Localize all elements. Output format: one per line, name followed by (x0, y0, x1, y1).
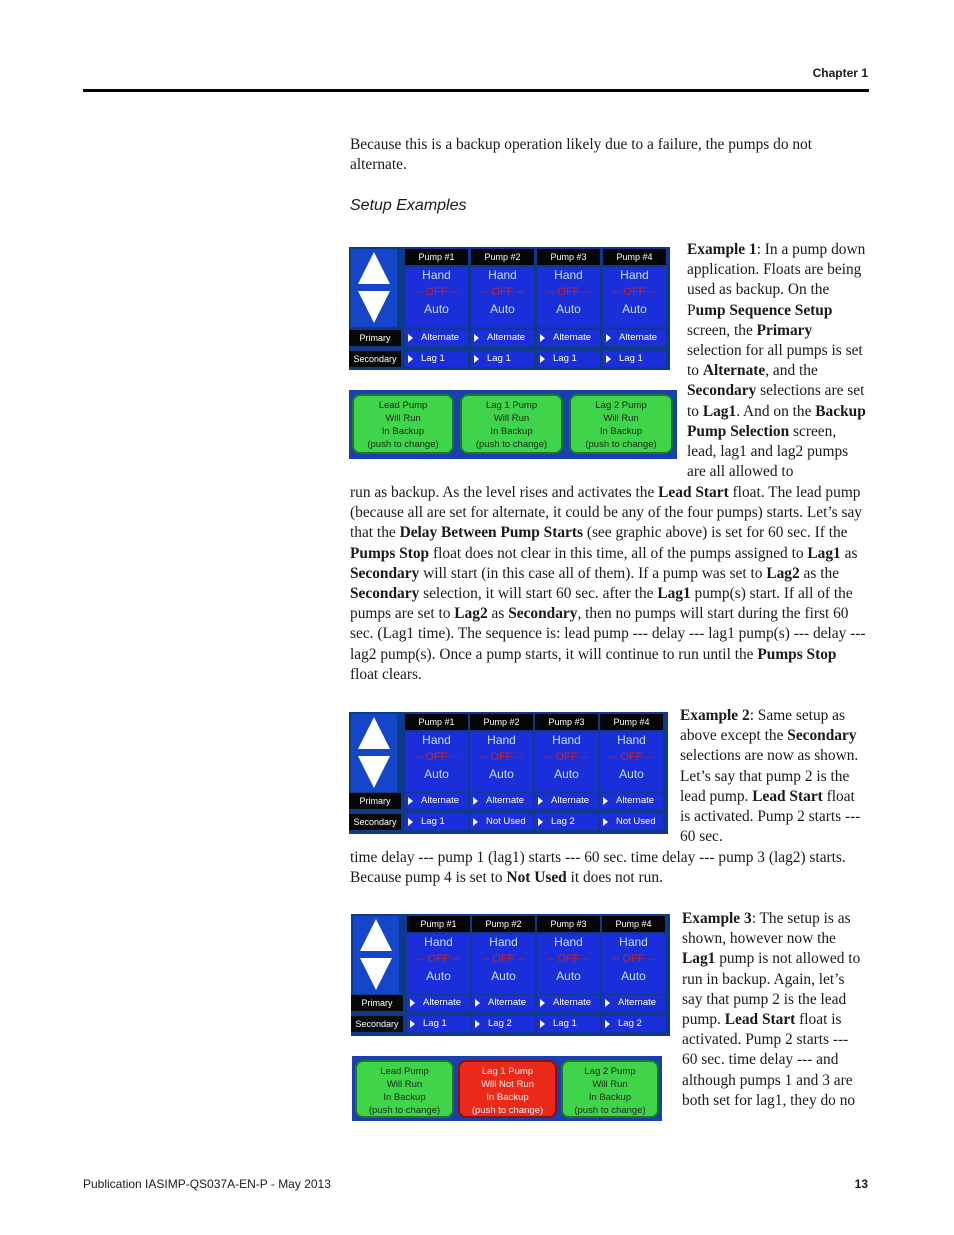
off-mode: -- OFF -- (482, 953, 525, 965)
lag2-pump-backup-button[interactable]: Lag 2 Pump Will Run In Backup (push to change) (569, 394, 673, 454)
hand-mode: Hand (487, 733, 516, 747)
pump-3-column[interactable] (537, 249, 600, 327)
pump-mode-selector[interactable] (405, 732, 468, 792)
off-mode: -- OFF -- (415, 751, 458, 763)
select-arrow-icon (408, 355, 413, 363)
auto-mode: Auto (619, 767, 644, 781)
example2-text-side: Example 2: Same setup as above except the Secondary selections are now as shown. Let’s say that pump 2 is the lead pump. Lead Start float is activated. Pump 2 starts --- 60 sec. (680, 707, 861, 846)
pump-title: Pump #1 (405, 249, 468, 265)
off-mode: -- OFF -- (610, 751, 653, 763)
off-mode: -- OFF -- (415, 286, 458, 298)
auto-mode: Auto (489, 767, 514, 781)
example2-pump-panel (349, 712, 668, 834)
select-arrow-icon (540, 355, 545, 363)
select-arrow-icon (474, 355, 479, 363)
auto-mode: Auto (554, 767, 579, 781)
auto-mode: Auto (490, 302, 515, 316)
page-number: 13 (854, 1177, 868, 1191)
example1-text-body: run as backup. As the level rises and activates the Lead Start float. The lead pump (because all are set for alternate, it could be any of the four pumps) starts. Let’s say that the Delay Between Pump Starts (see graphic above) is set for 60 sec. If the Pumps Stop float does not clear in this time, all of the pumps assigned to Lag1 as Secondary will start (in this case all of them). If a pump was set to Lag2 as the Secondary selection, it will start 60 sec. after the Lag1 pump(s) start. If all of the pumps are set to Lag2 as Secondary, then no pumps will start during the first 60 sec. (Lag1 time). The sequence is: lead pump --- delay --- lag1 pump(s) --- delay --- lag2 pump(s). Once a pump starts, it will continue to run until the Pumps Stop float clears. (350, 484, 866, 683)
hand-mode: Hand (617, 733, 646, 747)
auto-mode: Auto (424, 767, 449, 781)
select-arrow-icon (606, 355, 611, 363)
hand-mode: Hand (552, 733, 581, 747)
select-arrow-icon (605, 1020, 610, 1028)
pump-title: Pump #4 (600, 714, 663, 730)
hand-mode: Hand (488, 268, 517, 282)
down-arrow-icon (358, 756, 390, 788)
pump-mode-selector[interactable] (602, 934, 665, 994)
pump-title: Pump #4 (603, 249, 666, 265)
secondary-pump-4[interactable]: Lag 2 (602, 1016, 665, 1032)
pump-1-column[interactable] (405, 249, 468, 327)
select-arrow-icon (473, 797, 478, 805)
secondary-row-label: Secondary (349, 814, 401, 830)
select-arrow-icon (605, 999, 610, 1007)
secondary-pump-2[interactable]: Lag 2 (472, 1016, 535, 1032)
off-mode: -- OFF -- (417, 953, 460, 965)
secondary-pump-4[interactable]: Not Used (600, 814, 663, 830)
select-arrow-icon (475, 999, 480, 1007)
hand-mode: Hand (424, 935, 453, 949)
lag2-pump-backup-button[interactable]: Lag 2 Pump Will Run In Backup (push to change) (561, 1060, 659, 1118)
pump-title: Pump #3 (535, 714, 598, 730)
down-arrow-icon (360, 958, 392, 990)
primary-row-label: Primary (349, 330, 401, 346)
publication-footer: Publication IASIMP-QS037A-EN-P - May 2013 (83, 1177, 331, 1191)
lag1-pump-backup-button[interactable]: Lag 1 Pump Will Run In Backup (push to change) (460, 394, 563, 454)
down-arrow-icon (358, 291, 390, 323)
off-mode: -- OFF -- (545, 751, 588, 763)
off-mode: -- OFF -- (613, 286, 656, 298)
primary-pump-1[interactable]: Alternate (405, 330, 468, 346)
secondary-row-label: Secondary (351, 1016, 403, 1032)
secondary-pump-1[interactable]: Lag 1 (405, 814, 468, 830)
primary-row-label: Primary (351, 995, 403, 1011)
off-mode: -- OFF -- (480, 751, 523, 763)
pump-title: Pump #1 (407, 916, 470, 932)
select-arrow-icon (603, 818, 608, 826)
primary-pump-1[interactable]: Alternate (407, 995, 470, 1011)
select-arrow-icon (540, 999, 545, 1007)
header-rule (83, 89, 869, 92)
pump-mode-selector[interactable] (537, 934, 600, 994)
hand-mode: Hand (422, 268, 451, 282)
secondary-row-label: Secondary (349, 351, 401, 367)
example1-text-side: Example 1: In a pump down application. Floats are being used as backup. On the Pump Sequence Setup screen, the Primary selection for all pumps is set to Alternate, and the Secondary selections are set to Lag1. And on the Backup Pump Selection screen, lead, lag1 and lag2 pumps are all allowed to (687, 241, 866, 481)
pump-title: Pump #2 (470, 714, 533, 730)
select-arrow-icon (408, 797, 413, 805)
example3-pump-panel (351, 914, 670, 1036)
pump-title: Pump #3 (537, 249, 600, 265)
pump-3-column[interactable] (535, 714, 598, 792)
chapter-label: Chapter 1 (812, 66, 868, 80)
hand-mode: Hand (422, 733, 451, 747)
pump-3-column[interactable] (537, 916, 600, 994)
auto-mode: Auto (556, 969, 581, 983)
pump-mode-selector[interactable] (470, 732, 533, 792)
auto-mode: Auto (556, 302, 581, 316)
off-mode: -- OFF -- (547, 286, 590, 298)
select-arrow-icon (540, 334, 545, 342)
primary-pump-2[interactable]: Alternate (472, 995, 535, 1011)
auto-mode: Auto (622, 302, 647, 316)
select-arrow-icon (473, 818, 478, 826)
pump-mode-selector[interactable] (537, 267, 600, 327)
lag1-pump-backup-button[interactable]: Lag 1 Pump Will Not Run In Backup (push to change) (458, 1060, 557, 1118)
select-arrow-icon (474, 334, 479, 342)
example2-text-body: time delay --- pump 1 (lag1) starts --- 60 sec. time delay --- pump 3 (lag2) starts. Because pump 4 is set to Not Used it does not run. (350, 849, 846, 887)
pump-mode-selector[interactable] (535, 732, 598, 792)
secondary-pump-2[interactable]: Not Used (470, 814, 533, 830)
auto-mode: Auto (426, 969, 451, 983)
off-mode: -- OFF -- (612, 953, 655, 965)
pump-title: Pump #3 (537, 916, 600, 932)
secondary-pump-3[interactable]: Lag 1 (537, 351, 600, 367)
level-arrows (353, 916, 399, 994)
primary-pump-2[interactable]: Alternate (470, 793, 533, 809)
primary-pump-3[interactable]: Alternate (537, 330, 600, 346)
select-arrow-icon (408, 818, 413, 826)
primary-pump-4[interactable]: Alternate (602, 995, 665, 1011)
select-arrow-icon (475, 1020, 480, 1028)
select-arrow-icon (408, 334, 413, 342)
hand-mode: Hand (619, 935, 648, 949)
pump-4-column[interactable] (603, 249, 666, 327)
secondary-pump-4[interactable]: Lag 1 (603, 351, 666, 367)
pump-title: Pump #2 (471, 249, 534, 265)
pump-4-column[interactable] (602, 916, 665, 994)
primary-row-label: Primary (349, 793, 401, 809)
pump-mode-selector[interactable] (603, 267, 666, 327)
level-arrows (351, 249, 397, 327)
pump-2-column[interactable] (470, 714, 533, 792)
up-arrow-icon (358, 252, 390, 284)
auto-mode: Auto (424, 302, 449, 316)
example1-backup-selection (349, 390, 677, 459)
example3-backup-selection (352, 1056, 662, 1121)
select-arrow-icon (540, 1020, 545, 1028)
select-arrow-icon (410, 999, 415, 1007)
example3-text-side: Example 3: The setup is as shown, however now the Lag1 pump is not allowed to run in backup. Again, let’s say that pump 2 is the lead pump. Lead Start float is activated. Pump 2 starts --- 60 sec. time delay --- and although pumps 1 and 3 are both set for lag1, they do no (682, 910, 861, 1109)
pump-mode-selector[interactable] (600, 732, 663, 792)
select-arrow-icon (538, 797, 543, 805)
pump-title: Pump #2 (472, 916, 535, 932)
pump-mode-selector[interactable] (407, 934, 470, 994)
pump-title: Pump #4 (602, 916, 665, 932)
secondary-pump-2[interactable]: Lag 1 (471, 351, 534, 367)
pump-2-column[interactable] (472, 916, 535, 994)
primary-pump-1[interactable]: Alternate (405, 793, 468, 809)
example1-pump-panel (349, 247, 670, 370)
lead-pump-backup-button[interactable]: Lead Pump Will Run In Backup (push to change) (352, 394, 454, 454)
pump-2-column[interactable] (471, 249, 534, 327)
secondary-pump-3[interactable]: Lag 2 (535, 814, 598, 830)
pump-mode-selector[interactable] (472, 934, 535, 994)
intro-paragraph: Because this is a backup operation likely due to a failure, the pumps do not alternate. (350, 136, 813, 174)
select-arrow-icon (410, 1020, 415, 1028)
pump-mode-selector[interactable] (471, 267, 534, 327)
secondary-pump-3[interactable]: Lag 1 (537, 1016, 600, 1032)
select-arrow-icon (603, 797, 608, 805)
primary-pump-4[interactable]: Alternate (603, 330, 666, 346)
pump-1-column[interactable] (407, 916, 470, 994)
up-arrow-icon (360, 919, 392, 951)
pump-4-column[interactable] (600, 714, 663, 792)
level-arrows (351, 714, 397, 792)
auto-mode: Auto (491, 969, 516, 983)
select-arrow-icon (606, 334, 611, 342)
off-mode: -- OFF -- (547, 953, 590, 965)
pump-1-column[interactable] (405, 714, 468, 792)
select-arrow-icon (538, 818, 543, 826)
hand-mode: Hand (620, 268, 649, 282)
primary-pump-3[interactable]: Alternate (535, 793, 598, 809)
auto-mode: Auto (621, 969, 646, 983)
hand-mode: Hand (554, 268, 583, 282)
lead-pump-backup-button[interactable]: Lead Pump Will Run In Backup (push to change) (355, 1060, 454, 1118)
hand-mode: Hand (489, 935, 518, 949)
off-mode: -- OFF -- (481, 286, 524, 298)
up-arrow-icon (358, 717, 390, 749)
primary-pump-3[interactable]: Alternate (537, 995, 600, 1011)
pump-mode-selector[interactable] (405, 267, 468, 327)
primary-pump-2[interactable]: Alternate (471, 330, 534, 346)
pump-title: Pump #1 (405, 714, 468, 730)
secondary-pump-1[interactable]: Lag 1 (405, 351, 468, 367)
primary-pump-4[interactable]: Alternate (600, 793, 663, 809)
secondary-pump-1[interactable]: Lag 1 (407, 1016, 470, 1032)
section-heading: Setup Examples (350, 197, 467, 214)
hand-mode: Hand (554, 935, 583, 949)
